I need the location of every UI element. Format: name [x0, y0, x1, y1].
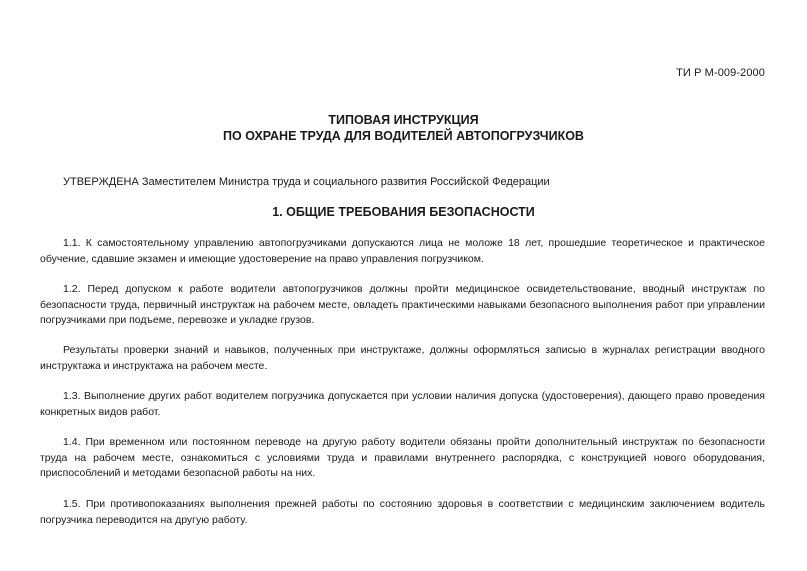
approval-note: УТВЕРЖДЕНА Заместителем Министра труда и социального развития Российской Федерации [63, 176, 550, 188]
paragraph-1-1: 1.1. К самостоятельному управлению автопогрузчиками допускаются лица не моложе 18 лет, прошедшие теоретическое и практическое обучение, сдавшие экзамен и имеющие удостоверение на право управления погрузчиком. [40, 237, 765, 265]
section-heading: 1. ОБЩИЕ ТРЕБОВАНИЯ БЕЗОПАСНОСТИ [272, 205, 535, 219]
paragraph-1-2: 1.2. Перед допуском к работе водители автопогрузчиков должны пройти медицинское освидетельствование, вводный инструктаж по безопасности труда, первичный инструктаж на рабочем месте, овладеть практическими навыками безопасного выполнения работ при управлении погрузчиками при подъеме, перевозке и укладке грузов. [40, 283, 765, 326]
title-line-1: ТИПОВАЯ ИНСТРУКЦИЯ [328, 113, 479, 127]
document-title [0, 112, 807, 144]
paragraph-1-4: 1.4. При временном или постоянном переводе на другую работу водители обязаны пройти дополнительный инструктаж по безопасности труда на рабочем месте, ознакомиться с условиями труда и правилами внутреннего распорядка, с конструкцией нового оборудования, приспособлений и методами безопасной работы на них. [40, 436, 765, 479]
paragraph-1-3: 1.3. Выполнение других работ водителем погрузчика допускается при условии наличия допуска (удостоверения), дающего право проведения конкретных видов работ. [40, 390, 765, 418]
paragraph-results: Результаты проверки знаний и навыков, полученных при инструктаже, должны оформляться записью в журналах регистрации вводного инструктажа и инструктажа на рабочем месте. [40, 344, 765, 372]
title-line-2: ПО ОХРАНЕ ТРУДА ДЛЯ ВОДИТЕЛЕЙ АВТОПОГРУЗЧИКОВ [223, 129, 584, 143]
paragraph-1-5: 1.5. При противопоказаниях выполнения прежней работы по состоянию здоровья в соответствии с медицинским заключением водитель погрузчика переводится на другую работу. [40, 498, 765, 526]
document-code: ТИ Р М-009-2000 [676, 67, 765, 79]
